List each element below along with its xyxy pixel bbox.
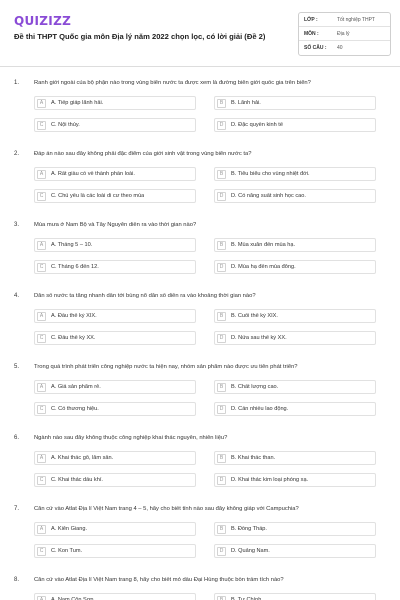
option-letter-box: C	[37, 547, 46, 556]
answer-option[interactable]	[34, 189, 196, 203]
answer-option[interactable]	[214, 522, 376, 536]
answer-option[interactable]	[34, 544, 196, 558]
option-letter-box: D	[217, 121, 226, 130]
answer-option[interactable]	[214, 260, 376, 274]
option-text: C. Kon Tum.	[51, 548, 83, 554]
answer-option[interactable]	[214, 238, 376, 252]
option-letter-box: D	[217, 192, 226, 201]
meta-key: SỐ CÂU :	[304, 45, 327, 51]
option-text: D. Cần nhiều lao động.	[231, 406, 289, 412]
answer-option[interactable]	[34, 402, 196, 416]
answer-option[interactable]	[34, 593, 196, 600]
document-meta-box	[298, 12, 391, 56]
option-text: C. Khai thác dầu khí.	[51, 477, 103, 483]
option-letter-box: D	[217, 547, 226, 556]
question-item	[0, 76, 400, 147]
question-item	[0, 502, 400, 573]
option-text: C. Tháng 6 đến 12.	[51, 264, 99, 270]
option-letter-box: D	[217, 405, 226, 414]
option-letter-box: C	[37, 334, 46, 343]
answer-option[interactable]	[34, 380, 196, 394]
option-text: A. Đầu thế kỷ XIX.	[51, 313, 97, 319]
option-text: A. Rất giàu có về thành phần loài.	[51, 171, 135, 177]
question-text: Dân số nước ta tăng nhanh dẫn tới bùng nổ dân số diễn ra vào khoảng thời gian nào?	[34, 293, 256, 299]
option-text: D. Nửa sau thế kỷ XX.	[231, 335, 287, 341]
answer-option[interactable]	[34, 522, 196, 536]
option-text: B. Tư Chính.	[231, 597, 263, 600]
question-text: Trong quá trình phát triển công nghiệp nước ta hiện nay, nhóm sản phẩm nào được ưu tiên phát triển?	[34, 364, 298, 370]
option-text: B. Cuối thế kỷ XIX.	[231, 313, 278, 319]
question-number: 4.	[14, 293, 20, 299]
option-text: D. Quảng Nam.	[231, 548, 270, 554]
option-letter-box: A	[37, 596, 46, 600]
option-letter-box: B	[217, 454, 226, 463]
meta-row-subject	[299, 27, 390, 41]
answer-option[interactable]	[214, 331, 376, 345]
question-text: Ngành nào sau đây không thuộc công nghiệp khai thác nguyên, nhiên liệu?	[34, 435, 228, 441]
option-letter-box: A	[37, 454, 46, 463]
question-item	[0, 360, 400, 431]
answer-option[interactable]	[214, 309, 376, 323]
option-letter-box: B	[217, 170, 226, 179]
answer-option[interactable]	[34, 238, 196, 252]
answer-option[interactable]	[34, 118, 196, 132]
document-header	[0, 0, 400, 62]
question-item	[0, 147, 400, 218]
option-letter-box: D	[217, 334, 226, 343]
answer-option[interactable]	[214, 96, 376, 110]
question-number: 3.	[14, 222, 20, 228]
question-number: 6.	[14, 435, 20, 441]
answer-option[interactable]	[34, 260, 196, 274]
answer-option[interactable]	[214, 544, 376, 558]
option-text: B. Tiêu biểu cho vùng nhiệt đới.	[231, 171, 310, 177]
option-letter-box: B	[217, 383, 226, 392]
document-title: Đề thi THPT Quốc gia môn Địa lý năm 2022 chọn lọc, có lời giải (Đề 2)	[14, 32, 266, 41]
question-number: 1.	[14, 80, 20, 86]
question-text: Căn cứ vào Atlat Địa lí Việt Nam trang 4 – 5, hãy cho biết tỉnh nào sau đây không giáp với Campuchia?	[34, 506, 299, 512]
option-letter-box: A	[37, 241, 46, 250]
question-item	[0, 431, 400, 502]
question-text: Ranh giới ngoài của bộ phận nào trong vùng biển nước ta được xem là đường biên giới quốc gia trên biển?	[34, 80, 311, 86]
option-letter-box: C	[37, 121, 46, 130]
option-letter-box: A	[37, 525, 46, 534]
option-letter-box: C	[37, 405, 46, 414]
option-text: A. Tiếp giáp lãnh hải.	[51, 100, 104, 106]
option-text: C. Chủ yếu là các loài di cư theo mùa	[51, 193, 145, 199]
meta-value: Địa lý	[337, 30, 350, 37]
answer-option[interactable]	[214, 189, 376, 203]
answer-option[interactable]	[34, 331, 196, 345]
option-text: D. Đặc quyền kinh tế	[231, 122, 283, 128]
option-text: A. Kiên Giang.	[51, 526, 88, 532]
option-text: A. Nam Côn Sơn.	[51, 597, 96, 600]
option-letter-box: D	[217, 263, 226, 272]
meta-row-class	[299, 13, 390, 27]
option-letter-box: A	[37, 312, 46, 321]
option-letter-box: C	[37, 263, 46, 272]
answer-option[interactable]	[214, 380, 376, 394]
question-item	[0, 573, 400, 600]
option-text: A. Giá sản phẩm rẻ.	[51, 384, 101, 390]
question-text: Đáp án nào sau đây không phải đặc điểm của giới sinh vật trong vùng biển nước ta?	[34, 151, 252, 157]
question-number: 2.	[14, 151, 20, 157]
option-letter-box: C	[37, 192, 46, 201]
option-text: B. Khai thác than.	[231, 455, 276, 461]
answer-option[interactable]	[34, 167, 196, 181]
option-text: D. Khai thác kim loại phóng xạ.	[231, 477, 309, 483]
meta-key: LỚP :	[304, 16, 318, 23]
meta-key: MÔN :	[304, 30, 319, 37]
quizizz-logo: QUIZIZZ	[14, 14, 72, 28]
option-text: A. Khai thác gỗ, lâm sản.	[51, 455, 114, 461]
option-text: D. Có năng suất sinh học cao.	[231, 193, 306, 199]
option-text: A. Tháng 5 – 10.	[51, 242, 93, 248]
question-item	[0, 289, 400, 360]
option-letter-box: B	[217, 312, 226, 321]
option-letter-box: B	[217, 596, 226, 600]
option-text: D. Mùa hạ đến mùa đông.	[231, 264, 296, 270]
question-number: 7.	[14, 506, 20, 512]
header-divider	[0, 66, 400, 67]
option-text: B. Lãnh hải.	[231, 100, 261, 106]
answer-option[interactable]	[214, 593, 376, 600]
answer-option[interactable]	[214, 451, 376, 465]
option-letter-box: B	[217, 99, 226, 108]
option-text: C. Nội thủy.	[51, 122, 80, 128]
answer-option[interactable]	[34, 473, 196, 487]
question-number: 8.	[14, 577, 20, 583]
meta-value: 40	[337, 45, 343, 51]
question-list	[0, 76, 400, 600]
option-letter-box: C	[37, 476, 46, 485]
question-item	[0, 218, 400, 289]
option-text: B. Đồng Tháp.	[231, 526, 267, 532]
option-letter-box: B	[217, 525, 226, 534]
option-text: B. Mùa xuân đến mùa hạ.	[231, 242, 296, 248]
meta-value: Tốt nghiệp THPT	[337, 16, 375, 23]
meta-row-question-count	[299, 41, 390, 55]
option-letter-box: A	[37, 99, 46, 108]
option-letter-box: B	[217, 241, 226, 250]
option-letter-box: A	[37, 383, 46, 392]
answer-option[interactable]	[214, 402, 376, 416]
option-text: B. Chất lượng cao.	[231, 384, 279, 390]
option-letter-box: D	[217, 476, 226, 485]
option-text: C. Đầu thế kỷ XX.	[51, 335, 96, 341]
answer-option[interactable]	[34, 309, 196, 323]
answer-option[interactable]	[214, 473, 376, 487]
option-letter-box: A	[37, 170, 46, 179]
question-text: Căn cứ vào Atlat Địa lí Việt Nam trang 8, hãy cho biết mỏ dầu Đại Hùng thuộc bồn trầm tích nào?	[34, 577, 284, 583]
question-number: 5.	[14, 364, 20, 370]
option-text: C. Có thương hiệu.	[51, 406, 99, 412]
answer-option[interactable]	[214, 118, 376, 132]
answer-option[interactable]	[34, 96, 196, 110]
answer-option[interactable]	[214, 167, 376, 181]
question-text: Mùa mưa ở Nam Bộ và Tây Nguyên diễn ra vào thời gian nào?	[34, 222, 197, 228]
answer-option[interactable]	[34, 451, 196, 465]
